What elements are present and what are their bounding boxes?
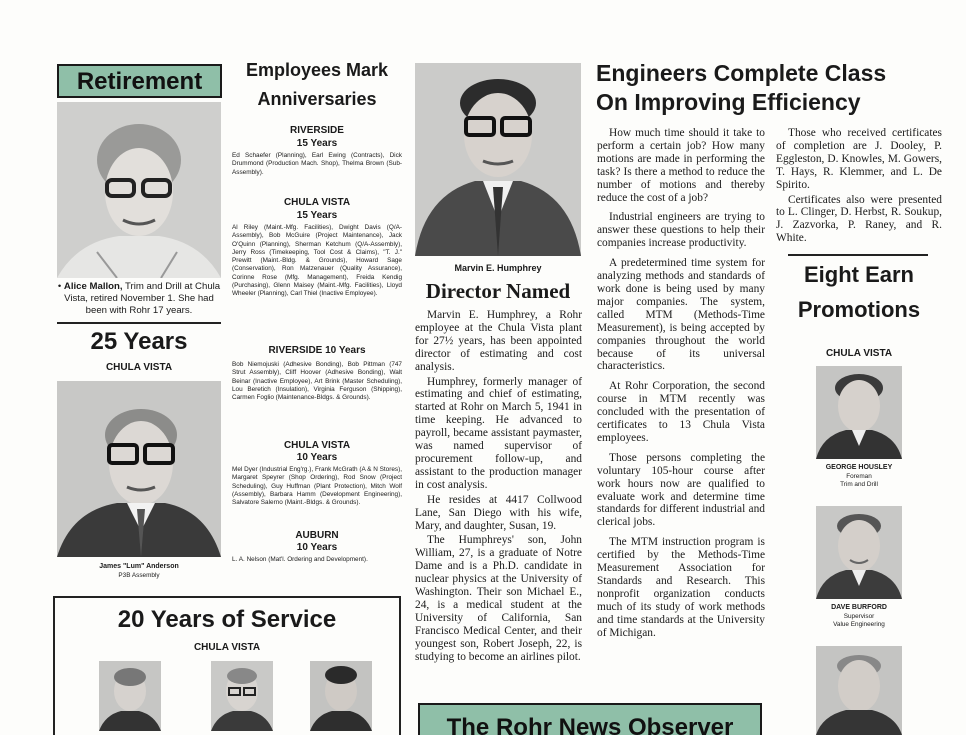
promotion-photo-3 bbox=[816, 646, 902, 735]
bullet-icon: • bbox=[57, 281, 62, 292]
engineers-paragraph: Industrial engineers are trying to answer these questions to help their companies increase productivity. bbox=[597, 211, 765, 250]
retirement-heading: Retirement bbox=[76, 68, 203, 95]
anniv-group-location: AUBURN bbox=[295, 530, 339, 541]
promotion-name: GEORGE HOUSLEY bbox=[825, 464, 893, 471]
retirement-caption-name: Alice Mallon, bbox=[63, 281, 123, 292]
engineers-col-2 bbox=[776, 127, 942, 252]
anniv-group-years: 10 Years bbox=[296, 542, 338, 553]
divider bbox=[57, 322, 221, 324]
engineers-paragraph: A predetermined time system for analyzing methods and standards of work done is being used by many major companies. The system, called MTM (Methods-Time Measurement), is being accepted by companies throughout the world because of its universal characteristics. bbox=[597, 257, 765, 373]
promotion-dept: Trim and Drill bbox=[840, 481, 878, 488]
anniv-group-location: RIVERSIDE bbox=[290, 125, 344, 136]
promotions-heading-2: Promotions bbox=[797, 297, 921, 322]
twenty-years-heading: 20 Years of Service bbox=[117, 606, 337, 633]
promotion-title: Supervisor bbox=[843, 613, 875, 620]
promotion-dept: Value Engineering bbox=[833, 621, 885, 628]
engineers-col-1 bbox=[597, 127, 765, 647]
anniversaries-heading-1: Employees Mark bbox=[245, 60, 389, 80]
anniv-group-text: L. A. Nelson (Mat'l. Ordering and Development). bbox=[232, 556, 368, 563]
twenty-years-photo-2 bbox=[211, 661, 273, 731]
promotions-heading-1: Eight Earn bbox=[803, 262, 914, 287]
twenty-years-sub: CHULA VISTA bbox=[193, 642, 261, 653]
engineers-paragraph: How much time should it take to perform a certain job? How many motions are made in performing the task? Is there a method to reduce the number of motions and thereby reduce the cost of a job? bbox=[597, 127, 765, 204]
engineers-headline-2: On Improving Efficiency bbox=[596, 89, 861, 115]
director-paragraph: Marvin E. Humphrey, a Rohr employee at the Chula Vista plant for 27½ years, has been appointed director of estimating and cost analysis. bbox=[415, 309, 582, 373]
twenty-five-photo-name: James "Lum" Anderson bbox=[99, 563, 179, 570]
anniv-group-location: RIVERSIDE 10 Years bbox=[268, 345, 366, 356]
director-headline: Director Named bbox=[425, 279, 571, 303]
retirement-caption bbox=[54, 281, 224, 317]
anniv-group-location: CHULA VISTA bbox=[283, 440, 351, 451]
engineers-paragraph: Certificates also were presented to L. Clinger, D. Herbst, R. Soukup, J. Zazvorka, P. Raney, and R. White. bbox=[776, 193, 942, 245]
portrait-man-icon bbox=[57, 381, 221, 557]
retirement-heading-box bbox=[57, 64, 222, 98]
anniv-group-text: Bob Niemojuski (Adhesive Bonding), Bob Pittman (747 Strut Assembly), Cliff Hoover (Adhesive Bonding), Walt Beinar (Inactive Employee), Art Brink (Master Scheduling), Lou Beretich (Insulation), Virginia Ferguson (Shipping), Carmen Foglio (Maintenance-Bldgs. & Grounds). bbox=[232, 361, 402, 402]
director-body bbox=[415, 309, 582, 665]
portrait-man-icon bbox=[816, 646, 902, 735]
promotion-title: Foreman bbox=[846, 473, 872, 480]
director-photo bbox=[415, 63, 581, 256]
director-paragraph: The Humphreys' son, John William, 27, is a graduate of Notre Dame and is a Ph.D. candidate in nuclear physics at the University of Washington. Their son Michael E., 24, is a medical student at the University of California, San Francisco Medical Center, and their youngest son, Robert Joseph, 22, is studying to become an airlines pilot. bbox=[415, 534, 582, 663]
director-paragraph: Humphrey, formerly manager of estimating and chief of estimating, started at Rohr on March 5, 1941 in time keeping. He advanced to payroll, became assistant paymaster, was named supervisor of procurement follow-up, and assistant to the production manager in cost analysis. bbox=[415, 375, 582, 491]
director-paragraph: He resides at 4417 Collwood Lane, San Diego with his wife, Mary, and daughter, Susan, 19. bbox=[415, 493, 582, 532]
anniv-group-text: Ed Schaefer (Planning), Earl Ewing (Contracts), Dick Drummond (Production Mach. Shop), Thelma Brown (Sub-Assembly). bbox=[232, 152, 402, 176]
director-photo-caption: Marvin E. Humphrey bbox=[454, 263, 542, 273]
anniv-group-text: Al Riley (Maint.-Mfg. Facilities), Dwight Davis (Q/A-Assembly), Bob McGuire (Project Maintenance), Jack O'Quinn (Planning), Sherman Ketchum (Q/A-Assembly), Jerry Ross (Timekeeping, Tool Cost & Claims), "T. J." Prewitt (Maint.-Bldg. & Grounds), Howard Sage (Conservation), Ron Matzenauer (Quality Assurance), Corinne Rose (Mfg. Management), Freida Kendig (Purchasing), Glenn Maisey (Maint.-Mfg. Facilities), Lloyd Wheeler (Planning), Carl Thiel (Inactive Employee). bbox=[232, 224, 402, 298]
anniv-group-location: CHULA VISTA bbox=[283, 197, 351, 208]
engineers-paragraph: Those who received certificates of completion are J. Dooley, P. Eggleston, D. Knowles, M. Gowers, T. Hays, R. Klemmer, and L. De Spirito. bbox=[776, 127, 942, 191]
engineers-paragraph: At Rohr Corporation, the second course in MTM recently was concluded with the presentation of certificates to 13 Chula Vista employees. bbox=[597, 380, 765, 444]
engineers-paragraph: Those persons completing the voluntary 105-hour course after work hours now are qualified to evaluate work and determine time standards for different industrial and clerical jobs. bbox=[597, 451, 765, 529]
divider bbox=[788, 254, 928, 256]
retirement-photo bbox=[57, 102, 221, 278]
twenty-five-heading: 25 Years bbox=[90, 328, 188, 355]
twenty-five-sub: CHULA VISTA bbox=[105, 362, 173, 373]
promotions-sub: CHULA VISTA bbox=[825, 348, 893, 359]
twenty-years-photo-3 bbox=[310, 661, 372, 731]
promotion-photo-2 bbox=[816, 506, 902, 599]
retirement-caption-text: Trim and Drill at Chula Vista, retired November 1. She had been with Rohr 17 years. bbox=[64, 281, 221, 316]
bottom-banner-text: The Rohr News Observer bbox=[446, 714, 734, 735]
portrait-woman-icon bbox=[57, 102, 221, 278]
portrait-man-icon bbox=[415, 63, 581, 256]
anniv-group-years: 15 Years bbox=[296, 210, 338, 221]
bottom-banner bbox=[418, 703, 762, 735]
anniversaries-heading-2: Anniversaries bbox=[257, 89, 377, 109]
portrait-man-icon bbox=[310, 661, 372, 731]
portrait-man-icon bbox=[99, 661, 161, 731]
portrait-man-icon bbox=[211, 661, 273, 731]
engineers-paragraph: The MTM instruction program is certified by the Methods-Time Measurement Association for Standards and Research. This nonprofit organization conducts much of its study of work methods and time standards at the University of Michigan. bbox=[597, 536, 765, 639]
anniv-group-years: 15 Years bbox=[296, 138, 338, 149]
engineers-headline-1: Engineers Complete Class bbox=[596, 60, 887, 86]
promotion-photo-1 bbox=[816, 366, 902, 459]
anniv-group-years: 10 Years bbox=[296, 452, 338, 463]
twenty-five-photo bbox=[57, 381, 221, 557]
portrait-man-icon bbox=[816, 506, 902, 599]
promotion-name: DAVE BURFORD bbox=[831, 604, 887, 611]
anniv-group-text: Mel Dyer (Industrial Eng'rg.), Frank McGrath (A & N Stores), Margaret Speyrer (Shop Ordering), Rod Snow (Project Scheduling), Guy Huffman (Plant Protection), Mitch Wolf (Assembly), Barbara Hamm (Development Engineering), Salvatore Salerno (Maint.-Bldgs. & Grounds). bbox=[232, 466, 402, 507]
portrait-man-icon bbox=[816, 366, 902, 459]
twenty-five-photo-dept: P3B Assembly bbox=[118, 572, 160, 579]
twenty-years-photo-1 bbox=[99, 661, 161, 731]
